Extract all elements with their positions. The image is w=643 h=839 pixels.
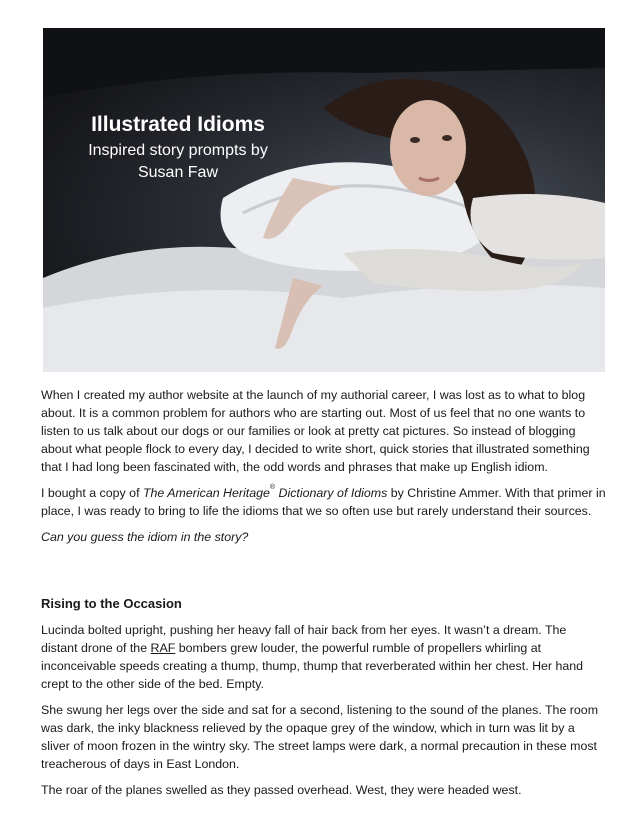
book-title-part-1: The American Heritage <box>142 486 270 500</box>
intro-p2-before: I bought a copy of <box>41 486 143 500</box>
hero-subtitle-line2: Susan Faw <box>137 164 219 181</box>
intro-p2-after: by Christine Ammer. With that primer in place, I was ready to bring to life the idioms that we so often use but rarely understand their sources. <box>41 486 606 518</box>
intro-section <box>41 386 606 554</box>
intro-paragraph-1: When I created my author website at the launch of my authorial career, I was lost as to what to blog about. It is a common problem for authors who are starting out. Most of us feel that no one wants to listen to us talk about our dogs or our families or look at pretty cat pictures. So instead of blogging about what people flock to every day, I decided to write short, quick stories that illustrated something that I had long been fascinated with, the odd words and phrases that make up English idiom. <box>41 388 590 474</box>
registered-mark: ® <box>269 484 276 491</box>
story-paragraph-3: The roar of the planes swelled as they passed overhead. West, they were headed west. <box>41 783 522 797</box>
intro-paragraph-3: Can you guess the idiom in the story? <box>41 530 249 544</box>
story-heading: Rising to the Occasion <box>41 596 182 611</box>
story-p1-after: bombers grew louder, the powerful rumble of propellers whirling at inconceivable speeds creating a thump, thump, thump that reverberated within her chest. Her hand crept to the other side of the bed. Empty. <box>41 641 584 691</box>
hero-image <box>43 28 605 372</box>
book-title-part-2: Dictionary of Idioms <box>275 486 388 500</box>
story-section <box>41 621 606 807</box>
hero-title: Illustrated Idioms <box>91 113 265 136</box>
intro-paragraph-2 <box>41 484 606 520</box>
story-paragraph-2: She swung her legs over the side and sat for a second, listening to the sound of the planes. The room was dark, the inky blackness relieved by the opaque grey of the window, which in turn was lit by a sliver of moon frozen in the wintry sky. The street lamps were dark, a normal precaution in these most treacherous of days in East London. <box>41 703 599 771</box>
hero-subtitle-line1: Inspired story prompts by <box>88 142 268 159</box>
raf-link[interactable]: RAF <box>150 641 176 655</box>
story-p1-before: Lucinda bolted upright, pushing her heavy fall of hair back from her eyes. It wasn’t a dream. The distant drone of the <box>41 623 567 655</box>
story-paragraph-1 <box>41 621 606 693</box>
bed-scene-illustration <box>43 28 605 372</box>
hero-subtitle <box>43 140 313 184</box>
